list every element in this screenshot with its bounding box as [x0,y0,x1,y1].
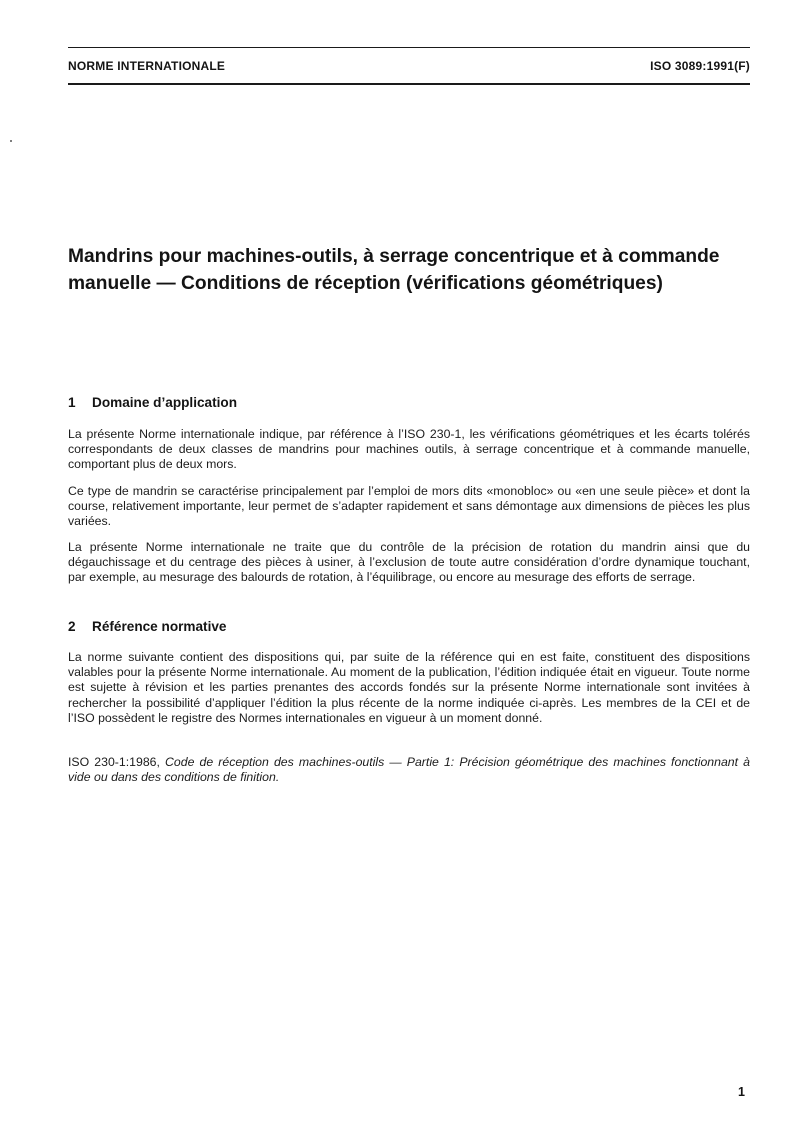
section-2-paragraph-1: La norme suivante contient des dispositions qui, par suite de la référence qui en est faite, constituent des dispositions valables pour la présente Norme internationale. Au moment de la publication, l’édition indiquée était en vigueur. Toute norme est sujette à révision et les parties prenantes des accords fondés sur la présente Norme internationale sont invitées à rechercher la possibilité d’appliquer l’édition la plus récente de la norme indiquée ci-après. Les membres de la CEI et de l’ISO possèdent le registre des Normes internationales en vigueur à un moment donné. [68,650,750,725]
header-top-rule [68,47,750,48]
reference-title: Code de réception des machines-outils — Partie 1: Précision géométrique des machines fonctionnant à vide ou dans des conditions de finition. [68,755,750,785]
section-1-paragraph-3: La présente Norme internationale ne traite que du contrôle de la précision de rotation du mandrin ainsi que du dégauchissage et du centrage des pièces à usiner, à l’exclusion de toute autre considération d’ordre dynamique touchant, par exemple, au mesurage des balourds de rotation, à l’équilibrage, ou encore au mesurage des efforts de serrage. [68,540,750,585]
section-1-title: Domaine d’application [92,395,238,410]
reference-code: ISO 230-1:1986, [68,755,160,769]
normative-reference [68,755,750,785]
section-2-heading [68,619,226,634]
page-number: 1 [738,1085,745,1099]
header-standard-number: ISO 3089:1991(F) [650,59,750,73]
page-header [68,59,750,73]
header-document-type: NORME INTERNATIONALE [68,59,226,73]
section-1-heading [68,395,237,410]
document-title: Mandrins pour machines-outils, à serrage concentrique et à commande manuelle — Conditions de réception (vérifications géométriques) [68,246,720,294]
section-1-number: 1 [68,395,76,410]
section-1-paragraph-2: Ce type de mandrin se caractérise principalement par l’emploi de mors dits «monobloc» ou «en une seule pièce» et dont la course, relativement importante, leur permet de s’adapter rapidement et sans démontage aux dimensions de pièces les plus variées. [68,484,750,529]
section-2-title: Référence normative [92,619,227,634]
scan-speck [10,140,12,142]
section-2-number: 2 [68,619,76,634]
section-1-paragraph-1: La présente Norme internationale indique, par référence à l’ISO 230-1, les vérifications géométriques et les écarts tolérés correspondants de deux classes de mandrins pour machines outils, à serrage concentrique et à commande manuelle, comportant plus de deux mors. [68,427,750,472]
header-bottom-rule [68,83,750,85]
